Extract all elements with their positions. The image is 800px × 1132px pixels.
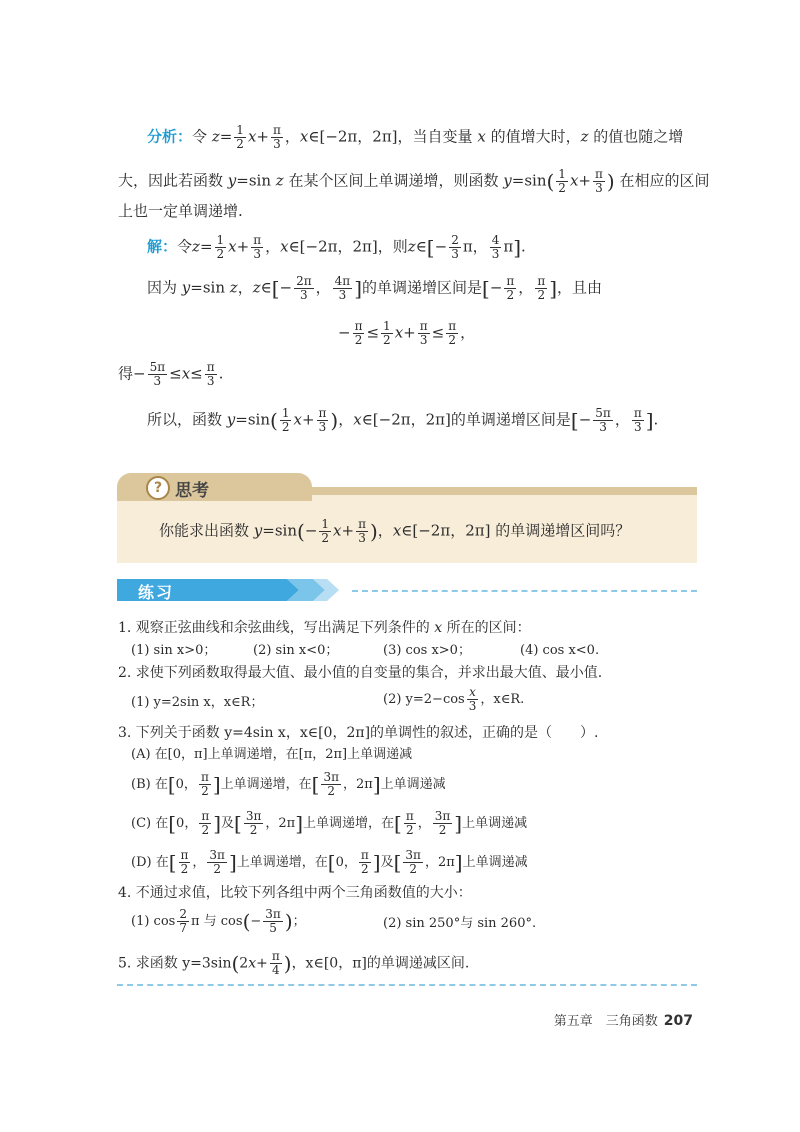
solution-inequality: − $\frac{\pi}{2}$ ≤ $\frac{1}{2}$ x+ $\frac{\pi}{3}$ ≤ $\frac{\pi}{2}$ ，: [338, 319, 476, 347]
q4-part-2: (2) sin 250°与 sin 260°.: [383, 916, 537, 931]
solution-line-2: 因为 y=sin z，z∈[− $\frac{2\pi}{3}$ ， $\frac{4\pi}{3}$ ]的单调递增区间是[− $\frac{\pi}{2}$ ， $\frac{\pi}{2}$ ]，且由: [147, 274, 603, 302]
question-4: 4. 不通过求值，比较下列各组中两个三角函数值的大小：: [118, 885, 472, 901]
solution-label: 解：: [147, 237, 178, 256]
q3-option-b: (B) 在[0， $\frac{\pi}{2}$ ]上单调递增，在[ $\frac{3\pi}{2}$ ，2π]上单调递减: [131, 770, 446, 798]
q1-option-4: (4) cos x<0.: [520, 643, 600, 658]
solution-line-4: 得− $\frac{5\pi}{3}$ ≤x≤ $\frac{\pi}{3}$ .: [118, 360, 224, 388]
page-number: 207: [663, 1013, 693, 1029]
chapter-title: 第五章 三角函数: [553, 1014, 658, 1029]
solution-line-5: 所以，函数 y=sin( $\frac{1}{2}$ x+ $\frac{\pi}{3}$ )，x∈[−2π，2π]的单调递增区间是[− $\frac{5\pi}{3}$ ， $\frac{\pi}{3}$ ].: [147, 406, 659, 434]
question-icon: ?: [146, 476, 170, 500]
q3-option-d: (D) 在[ $\frac{\pi}{2}$ ， $\frac{3\pi}{2}$ ]上单调递增，在[0， $\frac{\pi}{2}$ ]及[ $\frac{3\pi}{2}$ ，2π]上单调递减: [131, 848, 528, 876]
practice-divider-bottom: [117, 984, 697, 986]
question-1: 1. 观察正弦曲线和余弦曲线，写出满足下列条件的 x 所在的区间：: [118, 620, 531, 636]
q2-part-2: (2) y=2−cos $\frac{x}{3}$ ，x∈R.: [383, 685, 525, 713]
analysis-label: 分析：: [147, 127, 193, 146]
page-footer: [554, 1010, 693, 1029]
question-2: 2. 求使下列函数取得最大值、最小值的自变量的集合，并求出最大值、最小值.: [118, 665, 603, 681]
q1-option-1: (1) sin x>0；: [131, 643, 217, 658]
q4-part-1: (1) cos $\frac{2}{7}$ π 与 cos(− $\frac{3\pi}{5}$ )；: [131, 907, 306, 935]
q3-option-c: (C) 在[0， $\frac{\pi}{2}$ ]及[ $\frac{3\pi}{2}$ ，2π]上单调递增，在[ $\frac{\pi}{2}$ ， $\frac{3\pi}{2}$ ]上单调递减: [131, 809, 528, 837]
q3-option-a: (A) 在[0，π]上单调递增，在[π，2π]上单调递减: [131, 747, 413, 762]
analysis-line-3: 上也一定单调递增.: [118, 202, 243, 220]
analysis-line-2: 大，因此若函数 y=sin z 在某个区间上单调递增，则函数 y=sin( $\frac{1}{2}$ x+ $\frac{\pi}{3}$ ) 在相应的区间: [118, 167, 710, 195]
think-text: 你能求出函数 y=sin(− $\frac{1}{2}$ x+ $\frac{\pi}{3}$ )，x∈[−2π，2π] 的单调递增区间吗？: [159, 517, 631, 545]
q1-option-2: (2) sin x<0；: [253, 643, 339, 658]
analysis-line-1: 分析：令 z= $\frac{1}{2}$ x+ $\frac{\pi}{3}$ ，x∈[−2π，2π]，当自变量 x 的值增大时，z 的值也随之增: [147, 123, 684, 151]
practice-title: 练习: [138, 583, 175, 602]
question-3: 3. 下列关于函数 y=4sin x，x∈[0，2π]的单调性的叙述，正确的是（ ）.: [118, 725, 599, 741]
solution-line-1: 解：令z= $\frac{1}{2}$ x+ $\frac{\pi}{3}$ ，x∈[−2π，2π]，则z∈[− $\frac{2}{3}$ π， $\frac{4}{3}$ π].: [147, 233, 526, 261]
q1-option-3: (3) cos x>0；: [383, 643, 471, 658]
think-title: 思考: [175, 481, 209, 501]
q2-part-1: (1) y=2sin x，x∈R；: [131, 695, 264, 710]
question-5: 5. 求函数 y=3sin(2x+ $\frac{\pi}{4}$ )，x∈[0，π]的单调递减区间.: [118, 949, 470, 977]
practice-divider-top: [352, 590, 697, 592]
